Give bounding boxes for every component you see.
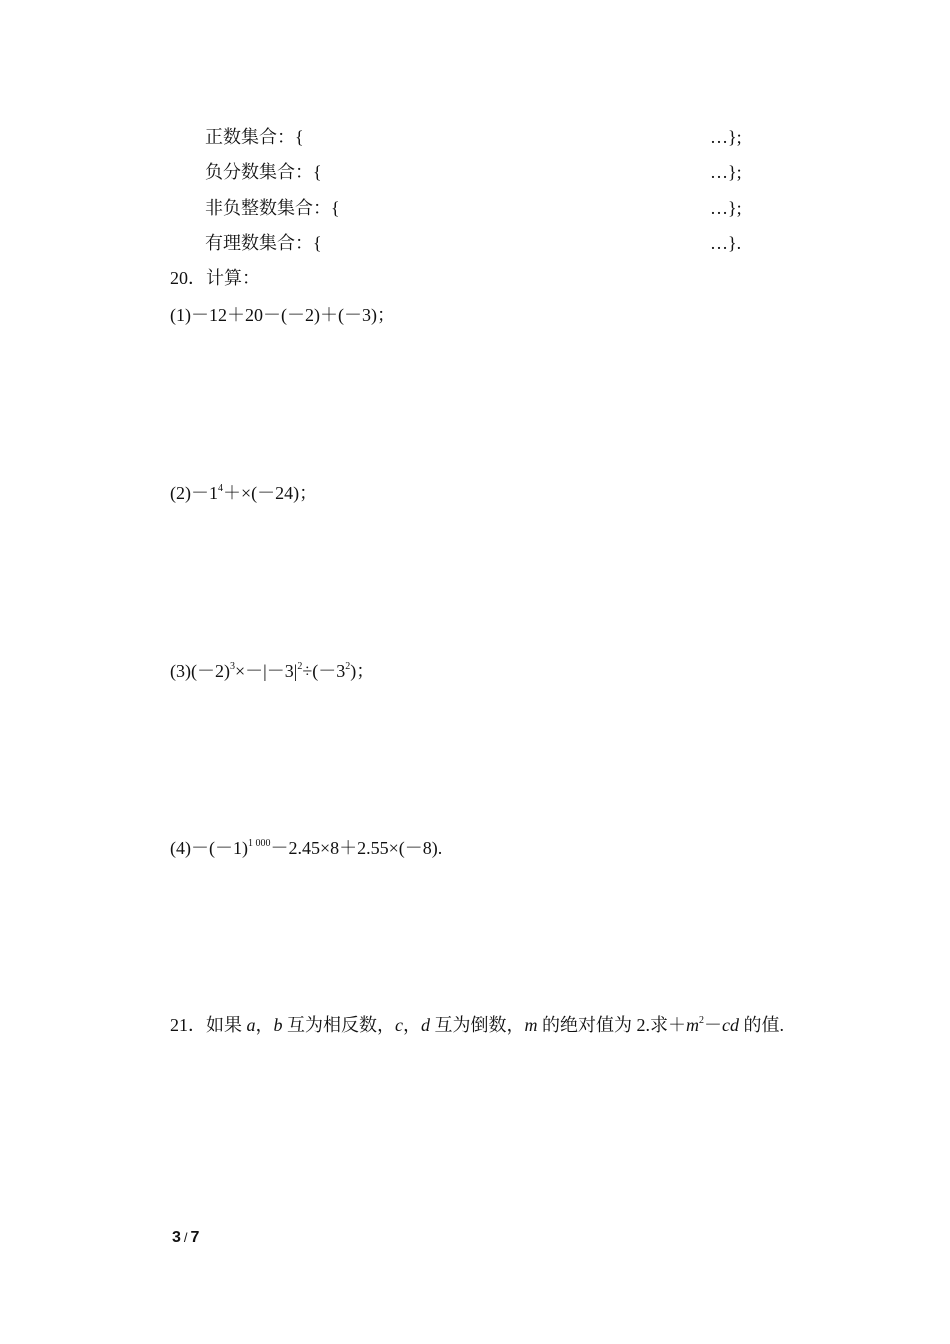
- negative-fraction-set-tail: …};: [710, 162, 742, 182]
- positive-set-tail: …};: [710, 127, 742, 147]
- question-20-heading: 20．计算：: [170, 268, 260, 288]
- nonnegative-integer-set-label: 非负整数集合：{: [205, 198, 340, 218]
- negative-fraction-set-label: 负分数集合：{: [205, 162, 322, 182]
- question-20-part-3: $(3)(-2)^3\times-|-3|^2\div(-3^2)$；: [170, 661, 375, 681]
- question-20-part-2: $(2)-1^4+\times(-24)$；: [170, 483, 318, 503]
- question-20-part-1: (1)－12＋20－(－2)＋(－3)；: [170, 305, 395, 325]
- positive-set-label: 正数集合：{: [205, 127, 304, 147]
- question-20-part-4: $(4)-(-1)^{1 000}-2.45\times 8+2.55\times(-8)$.: [170, 838, 443, 858]
- question-21: 21．如果 a，b 互为相反数，c，d 互为倒数，m 的绝对值为 2.求$+m^2-cd$ 的值.: [170, 1015, 784, 1035]
- rational-set-tail: …}.: [710, 233, 742, 253]
- nonnegative-integer-set-tail: …};: [710, 198, 742, 218]
- rational-set-label: 有理数集合：{: [205, 233, 322, 253]
- page-number: 3 / 7: [172, 1229, 200, 1246]
